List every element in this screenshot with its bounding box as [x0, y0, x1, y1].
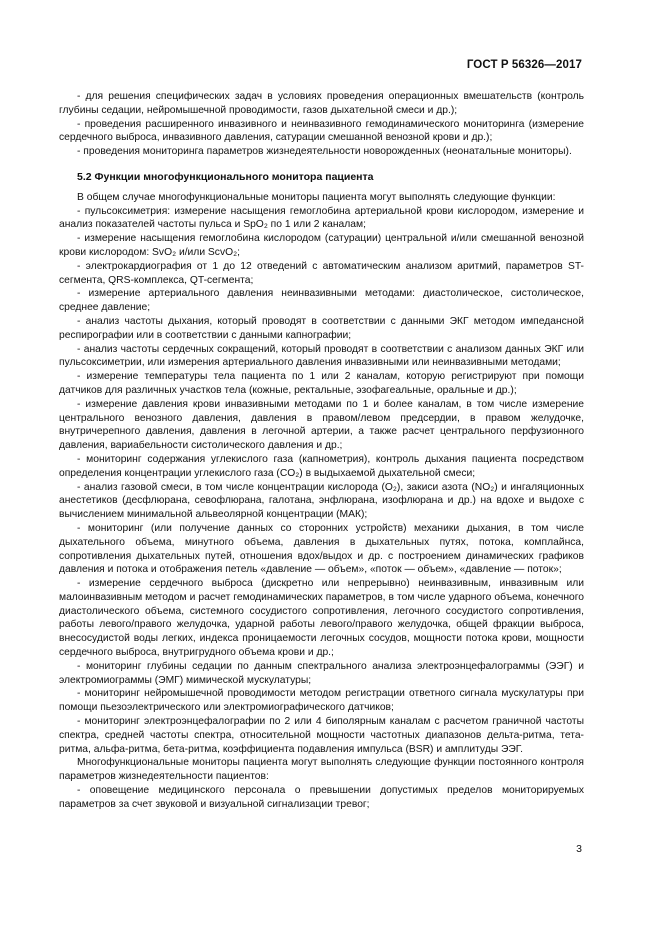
page-number: 3 — [576, 843, 582, 855]
function-item: - анализ частоты сердечных сокращений, который проводят в соответствии с анализом данных ЭКГ или пульсоксиметрии, или измерения артериального давления инвазивными или неинвазивными методами; — [59, 343, 584, 369]
function-item: - мониторинг (или получение данных со сторонних устройств) механики дыхания, в том числе дыхательного объема, минутного объема, давления в дыхательных путях, потока, комплайнса, сопротивления дыхательных путей, отношения вдох/выдох и др. с построением динамических графиков давления и потока и отображения петель «давление — объем», «поток — объем», «давление — поток»; — [59, 522, 584, 576]
function-item: - измерение артериального давления неинвазивными методами: диастолическое, систолическое, среднее давление; — [59, 288, 584, 314]
continuous-lead: Многофункциональные мониторы пациента могут выполнять следующие функции постоянного контроля параметров жизнедеятельности пациентов: — [59, 757, 584, 783]
intro-item: - проведения мониторинга параметров жизнедеятельности новорожденных (неонатальные мониторы). — [77, 146, 572, 158]
function-item: - мониторинг нейромышечной проводимости методом регистрации ответного сигнала мускулатуры при помощи пьезоэлектрического или электромиографического датчиков; — [59, 688, 584, 714]
function-item: - измерение давления крови инвазивными методами по 1 и более каналам, в том числе измерение центрального венозного давления, давления в правом/левом предсердии, в правом желудочке, внутричерепного давления, давления в легочной артерии, а также расчет центрального перфузионного давления, вариабельности систолического давления и др.; — [59, 398, 584, 452]
function-item: - электрокардиография от 1 до 12 отведений с автоматическим анализом аритмий, параметров ST-сегмента, QRS-комплекса, QT-сегмента; — [59, 260, 584, 286]
standard-code: ГОСТ Р 56326—2017 — [466, 59, 582, 71]
section-title: 5.2 Функции многофункционального монитора пациента — [77, 170, 374, 183]
function-item: - измерение насыщения гемоглобина кислородом (сатурации) центральной и/или смешанной венозной крови кислородом: SvO₂ и/или ScvO₂; — [59, 233, 584, 258]
function-item: - анализ частоты дыхания, который проводят в соответствии с данными ЭКГ методом импедансной респирографии или в соответствии с данными капнографии; — [59, 315, 584, 341]
function-item: - измерение сердечного выброса (дискретно или непрерывно) неинвазивным, инвазивным или малоинвазивным методом и расчет гемодинамических параметров, в том числе ударного объема, конечного диастолического объема, системного сосудистого сопротивления, легочного сосудистого сопротивления, работы левого/правого желудочка, ударной работы левого/правого желудочка, общей фракции выброса, внесосудистой воды легких, индекса проницаемости легочных сосудов, мощности потока крови, мощности сердечного выброса, внутригрудного объема крови и др.; — [59, 578, 584, 659]
function-item: - анализ газовой смеси, в том числе концентрации кислорода (O₂), закиси азота (NO₂) и ингаляционных анестетиков (десфлюрана, севофлюрана, галотана, энфлюрана, изофлюрана и др.) на вдохе и выдохе с вычислением минимальной альвеолярной концентрации (МАК); — [59, 481, 584, 521]
intro-item: - проведения расширенного инвазивного и неинвазивного гемодинамического мониторинга (измерение сердечного выброса, инвазивного давления, сатурации смешанной венозной крови и др.); — [59, 118, 584, 144]
continuous-item: - оповещение медицинского персонала о превышении допустимых пределов мониторируемых параметров за счет звуковой и визуальной сигнализации тревог; — [59, 785, 584, 810]
function-item: - мониторинг содержания углекислого газа (капнометрия), контроль дыхания пациента посредством определения концентрации углекислого газа (CO₂) в выдыхаемой дыхательной смеси; — [59, 453, 584, 479]
document-body — [59, 90, 584, 812]
intro-item: - для решения специфических задач в условиях проведения операционных вмешательств (контроль глубины седации, нейромышечной проводимости, газов дыхательной смеси и др.); — [59, 91, 584, 116]
section-lead: В общем случае многофункциональные мониторы пациента могут выполнять следующие функции: — [77, 191, 556, 203]
function-item: - мониторинг глубины седации по данным спектрального анализа электроэнцефалограммы (ЭЭГ) и электромиограммы (ЭМГ) мимической мускулатуры; — [59, 660, 584, 686]
function-item: - пульсоксиметрия: измерение насыщения гемоглобина артериальной крови кислородом, измерение и анализ показателей частоты пульса и SpO₂ по 1 или 2 каналам; — [59, 205, 584, 231]
function-item: - измерение температуры тела пациента по 1 или 2 каналам, которую регистрируют при помощи датчиков для различных участков тела (кожные, ректальные, эзофагеальные, оральные и др.); — [59, 371, 584, 396]
function-item: - мониторинг электроэнцефалографии по 2 или 4 биполярным каналам с расчетом граничной частоты спектра, средней частоты спектра, относительной мощности частотных диапазонов дельта-ритма, тета-ритма, альфа-ритма, бета-ритма, коэффициента подавления импульса (BSR) и амплитуды ЭЭГ. — [59, 716, 584, 755]
